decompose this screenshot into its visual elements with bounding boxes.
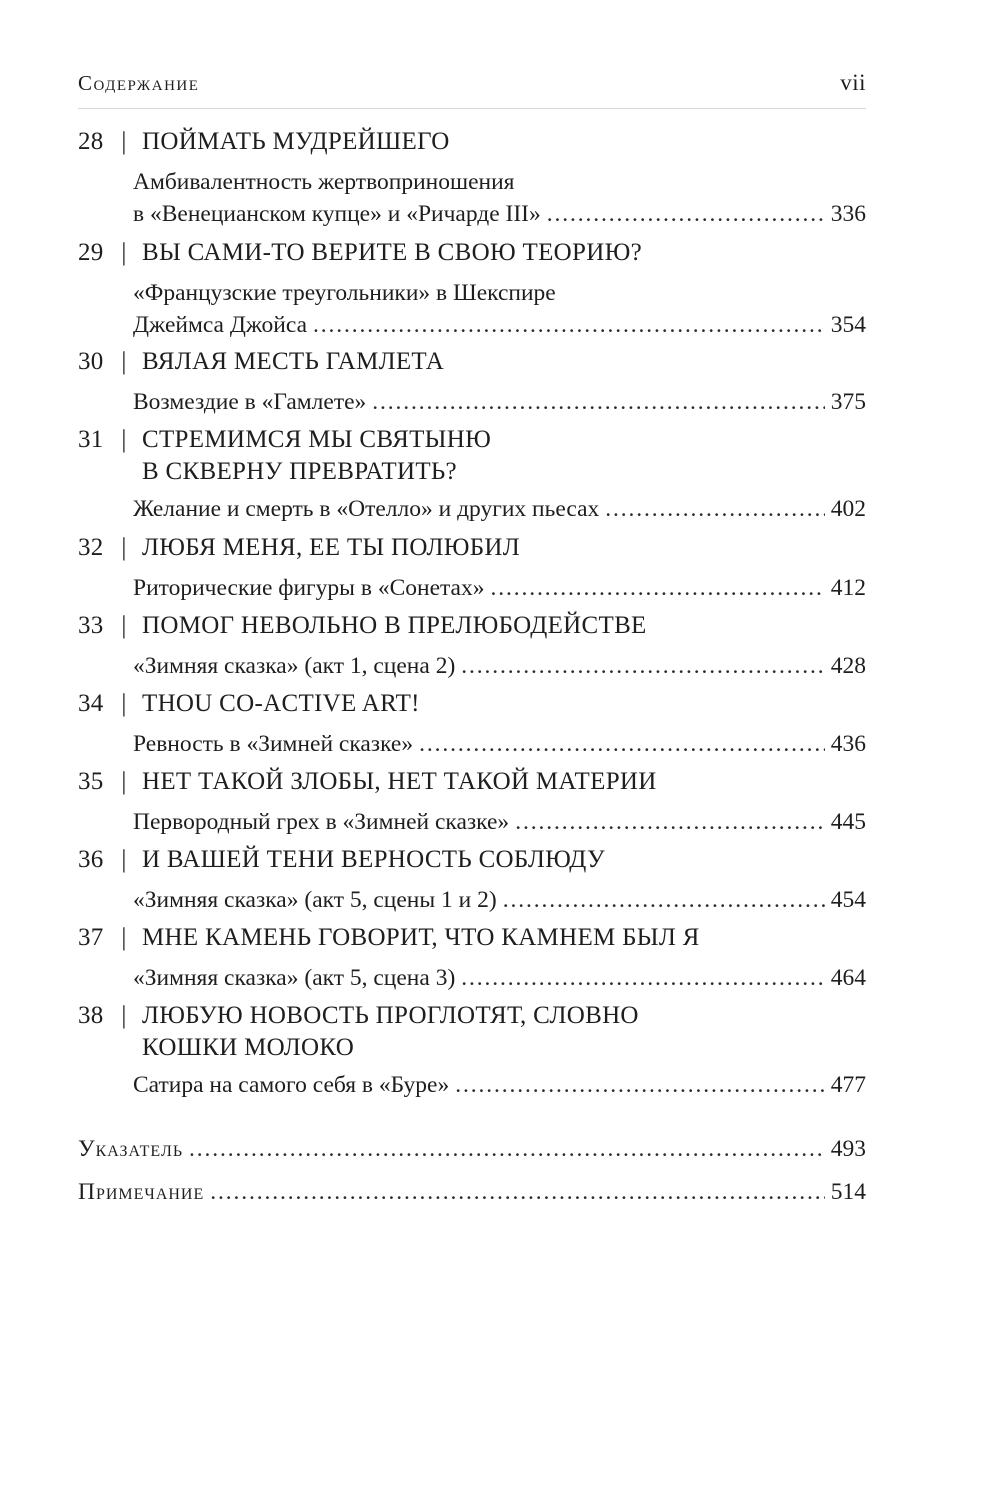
back-matter-label: Указатель <box>78 1136 184 1162</box>
running-head-page-number: vii <box>840 70 866 95</box>
chapter-subtitle: Первородный грех в «Зимней сказке» <box>133 809 510 835</box>
chapter-separator: | <box>121 846 127 873</box>
chapter-separator: | <box>121 612 127 639</box>
chapter-number: 35 <box>78 768 104 795</box>
chapter-number: 30 <box>78 348 104 375</box>
running-head-section: Содержание <box>78 71 200 95</box>
toc-entry-36[interactable] <box>78 844 866 916</box>
chapter-subtitle: «Зимняя сказка» (акт 5, сцена 3) <box>133 965 456 991</box>
chapter-title: НЕТ ТАКОЙ ЗЛОБЫ, НЕТ ТАКОЙ МАТЕРИИ <box>142 768 657 795</box>
chapter-number: 33 <box>78 612 104 639</box>
chapter-number: 36 <box>78 846 104 873</box>
chapter-separator: | <box>121 534 127 561</box>
chapter-title: THOU CO-ACTIVE ART! <box>142 690 420 717</box>
chapter-separator: | <box>121 239 127 266</box>
chapter-separator: | <box>121 768 127 795</box>
toc-entry-33[interactable] <box>78 610 866 682</box>
dot-leader <box>491 572 825 604</box>
chapter-separator: | <box>121 924 127 951</box>
chapter-separator: | <box>121 1002 127 1029</box>
chapter-separator: | <box>121 426 127 453</box>
toc-entry-31[interactable] <box>78 424 866 525</box>
chapter-separator: | <box>121 348 127 375</box>
dot-leader <box>210 1176 824 1208</box>
dot-leader <box>515 806 825 838</box>
header-rule <box>78 108 866 109</box>
page-number: 514 <box>830 1179 866 1205</box>
chapter-number: 34 <box>78 690 104 717</box>
chapter-subtitle: Джеймса Джойса <box>133 312 308 338</box>
dot-leader <box>547 198 825 230</box>
chapter-subtitle: Сатира на самого себя в «Буре» <box>133 1072 450 1098</box>
page-number: 445 <box>830 809 866 835</box>
chapter-title-continued: КОШКИ МОЛОКО <box>142 1034 355 1061</box>
toc-entry-30[interactable] <box>78 346 866 418</box>
chapter-subtitle: «Зимняя сказка» (акт 5, сцены 1 и 2) <box>133 887 497 913</box>
dot-leader <box>461 962 824 994</box>
toc-entry-index[interactable] <box>78 1133 866 1165</box>
chapter-separator: | <box>121 690 127 717</box>
toc-entry-28[interactable] <box>78 126 866 230</box>
dot-leader <box>503 884 825 916</box>
chapter-number: 32 <box>78 534 104 561</box>
page-number: 375 <box>830 389 866 415</box>
dot-leader <box>372 386 824 418</box>
chapter-title: ВЫ САМИ-ТО ВЕРИТЕ В СВОЮ ТЕОРИЮ? <box>142 239 642 266</box>
chapter-number: 37 <box>78 924 104 951</box>
page-number: 493 <box>830 1136 866 1162</box>
dot-leader <box>461 650 824 682</box>
chapter-subtitle: в «Венецианском купце» и «Ричарде III» <box>133 201 541 227</box>
page-number: 477 <box>830 1072 866 1098</box>
toc-entry-35[interactable] <box>78 766 866 838</box>
chapter-title: И ВАШЕЙ ТЕНИ ВЕРНОСТЬ СОБЛЮДУ <box>142 846 605 873</box>
chapter-title: ПОМОГ НЕВОЛЬНО В ПРЕЛЮБОДЕЙСТВЕ <box>142 612 647 639</box>
chapter-subtitle: Возмездие в «Гамлете» <box>133 389 367 415</box>
dot-leader <box>455 1069 825 1101</box>
dot-leader <box>605 493 824 525</box>
page-number: 464 <box>830 965 866 991</box>
running-head <box>78 70 866 96</box>
chapter-title: ВЯЛАЯ МЕСТЬ ГАМЛЕТА <box>142 348 445 375</box>
page-number: 402 <box>830 496 866 522</box>
page-number: 428 <box>830 653 866 679</box>
toc-entry-29[interactable] <box>78 237 866 341</box>
toc-entry-notes[interactable] <box>78 1176 866 1208</box>
page-number: 412 <box>830 575 866 601</box>
chapter-title: ПОЙМАТЬ МУДРЕЙШЕГО <box>142 128 450 155</box>
chapter-title: ЛЮБЯ МЕНЯ, ЕЕ ТЫ ПОЛЮБИЛ <box>142 534 521 561</box>
chapter-subtitle: «Зимняя сказка» (акт 1, сцена 2) <box>133 653 456 679</box>
chapter-title: ЛЮБУЮ НОВОСТЬ ПРОГЛОТЯТ, СЛОВНО <box>142 1002 639 1029</box>
chapter-number: 38 <box>78 1002 104 1029</box>
chapter-number: 29 <box>78 239 104 266</box>
dot-leader <box>189 1133 825 1165</box>
chapter-subtitle: Амбивалентность жертвоприношения <box>133 169 515 195</box>
chapter-title: СТРЕМИМСЯ МЫ СВЯТЫНЮ <box>142 426 492 453</box>
chapter-number: 28 <box>78 128 104 155</box>
toc-entry-34[interactable] <box>78 688 866 760</box>
chapter-subtitle: Ревность в «Зимней сказке» <box>133 731 414 757</box>
toc-entry-37[interactable] <box>78 922 866 994</box>
chapter-separator: | <box>121 128 127 155</box>
dot-leader <box>313 309 825 341</box>
chapter-title: МНЕ КАМЕНЬ ГОВОРИТ, ЧТО КАМНЕМ БЫЛ Я <box>142 924 700 951</box>
toc-entry-32[interactable] <box>78 532 866 604</box>
chapter-subtitle: Риторические фигуры в «Сонетах» <box>133 575 485 601</box>
chapter-subtitle: «Французские треугольники» в Шекспире <box>133 280 556 306</box>
chapter-number: 31 <box>78 426 104 453</box>
page-number: 336 <box>830 201 866 227</box>
page-number: 436 <box>830 731 866 757</box>
back-matter-label: Примечание <box>78 1179 205 1205</box>
page-number: 354 <box>830 312 866 338</box>
toc-entry-38[interactable] <box>78 1000 866 1101</box>
page-number: 454 <box>830 887 866 913</box>
dot-leader <box>419 728 825 760</box>
chapter-title-continued: В СКВЕРНУ ПРЕВРАТИТЬ? <box>142 458 457 485</box>
chapter-subtitle: Желание и смерть в «Отелло» и других пьесах <box>133 496 600 522</box>
